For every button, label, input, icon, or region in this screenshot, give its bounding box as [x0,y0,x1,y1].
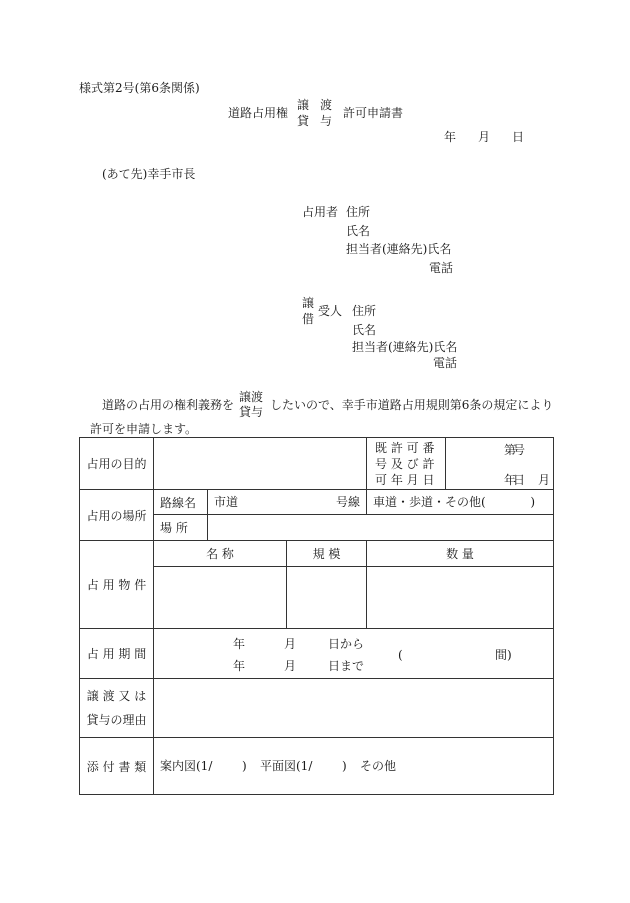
existing-permit-field[interactable] [446,438,554,490]
route-label: 路線名 [154,490,208,515]
permit-day: 日 [512,473,525,487]
statement-option-lend: 貸与 [239,405,264,419]
period-from-day: 日から [328,637,365,651]
road-type-field[interactable] [367,490,554,515]
date-month: 月 [478,130,491,144]
attachments-field[interactable] [154,738,554,795]
period-from-year: 年 [233,637,246,651]
period-from-month: 月 [284,637,297,651]
title-option-transfer-1: 譲 [297,98,310,112]
permit-month: 月 [538,473,551,487]
statement-part1: 道路の占用の権利義務を [102,398,235,412]
row-place-route [80,490,554,515]
transferee-option-borrow: 借 [302,312,315,326]
object-name-field[interactable] [154,567,287,629]
object-quantity-field[interactable] [367,567,554,629]
column-name: 名 称 [154,541,287,567]
transferee-phone-label: 電話 [433,356,458,370]
transferee-name-label: 氏名 [352,323,377,337]
period-label: 占 用 期 間 [80,629,154,679]
attach-guide-map: 案内図(1/ [160,759,213,773]
occupant-address-label: 住所 [346,205,371,219]
occupant-label: 占用者 [302,205,339,219]
attach-other: その他 [360,759,397,773]
reason-field[interactable] [154,679,554,738]
permit-year: 年 [504,473,517,487]
statement-line2: 許可を申請します。 [90,422,198,436]
object-scale-field[interactable] [287,567,367,629]
reason-label-line1: 譲 渡 又 は [86,689,147,703]
purpose-label: 占用の目的 [80,438,154,490]
row-period [80,629,554,679]
duration-open: ( [398,648,403,662]
existing-permit-line1: 既 許 可 番 [375,440,435,455]
route-field[interactable] [208,490,367,515]
column-scale: 規 模 [287,541,367,567]
application-form-table [79,437,554,795]
period-to-day: 日まで [328,659,365,673]
statement-option-transfer: 譲渡 [239,390,264,404]
form-number: 様式第2号(第6条関係) [79,81,200,95]
period-to-month: 月 [284,659,297,673]
attachments-label: 添 付 書 類 [80,738,154,795]
row-reason [80,679,554,738]
attach-guide-map-close: ) [242,759,247,773]
row-attachments [80,738,554,795]
permit-dai: 第 [504,443,517,457]
column-quantity: 数 量 [367,541,554,567]
period-to-year: 年 [233,659,246,673]
existing-permit-label [367,438,446,490]
title-option-lend-2: 与 [320,114,333,128]
transferee-option-transfer: 譲 [302,296,315,310]
existing-permit-line2: 号 及 び 許 [375,456,435,471]
place-label: 占用の場所 [80,490,154,541]
duration-close: 間) [495,648,512,662]
row-object-header [80,541,554,567]
transferee-address-label: 住所 [352,304,377,318]
reason-label-line2: 貸与の理由 [86,713,147,727]
transferee-label: 受人 [318,304,343,318]
row-purpose [80,438,554,490]
statement-part2: したいので、幸手市道路占用規則第6条の規定により [270,398,554,412]
object-label: 占 用 物 件 [80,541,154,629]
occupant-name-label: 氏名 [346,224,371,238]
permit-go: 号 [512,443,525,457]
road-type-text: 車道・歩道・その他( [373,495,486,509]
purpose-field[interactable] [154,438,367,490]
reason-label [80,679,154,738]
place-field[interactable] [208,515,554,541]
road-type-close: ) [530,495,535,509]
title-option-transfer-2: 渡 [320,98,333,112]
route-number-suffix: 号線 [335,495,360,509]
title-prefix: 道路占用権 [228,106,289,120]
existing-permit-line3: 可 年 月 日 [375,472,435,487]
period-field[interactable] [154,629,554,679]
title-option-lend-1: 貸 [297,114,310,128]
date-day: 日 [512,130,525,144]
occupant-phone-label: 電話 [429,261,454,275]
transferee-contact-label: 担当者(連絡先)氏名 [352,340,458,354]
date-year: 年 [444,130,457,144]
place-sub-label: 場 所 [154,515,208,541]
city-road-text: 市道 [214,495,239,509]
attach-plan-map: 平面図(1/ [260,759,313,773]
title-suffix: 許可申請書 [343,106,404,120]
attach-plan-map-close: ) [342,759,347,773]
occupant-contact-label: 担当者(連絡先)氏名 [346,242,452,256]
addressee: (あて先)幸手市長 [102,167,196,181]
